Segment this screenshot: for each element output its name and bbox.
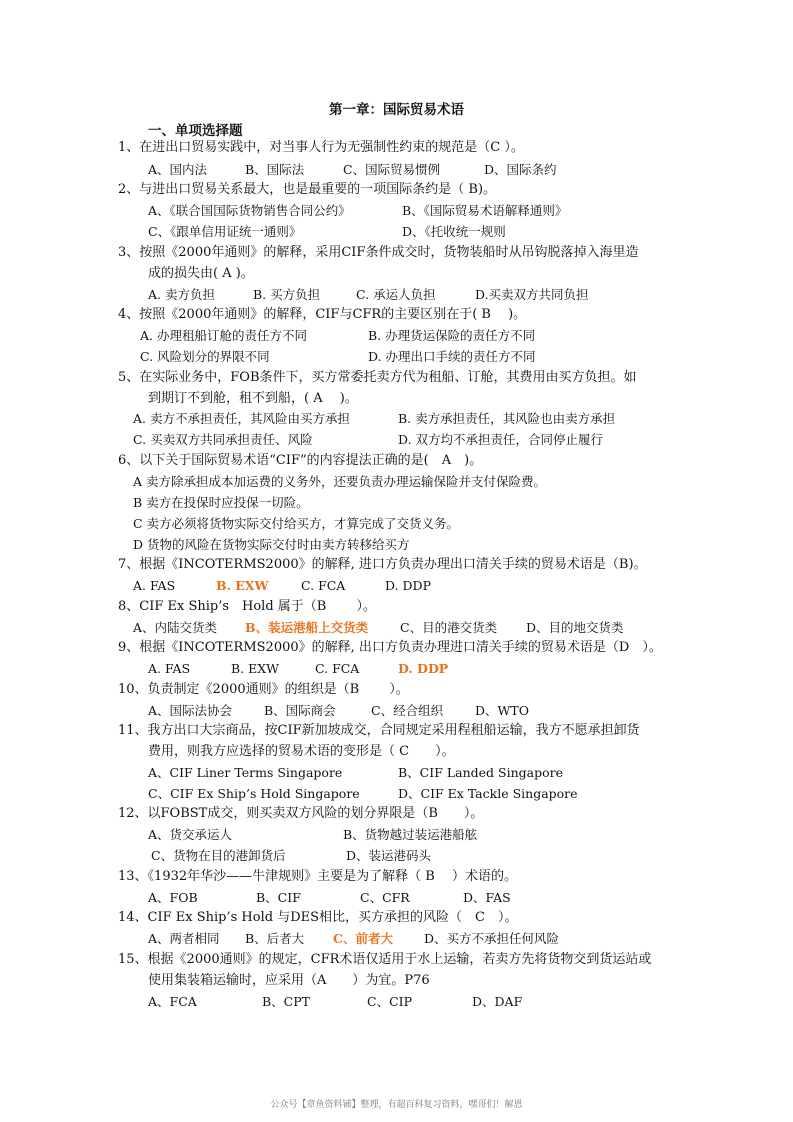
- q7-option-d: D. DDP: [385, 578, 431, 593]
- q4-option-c: C. 风险划分的界限不同: [140, 349, 270, 364]
- question-5: 5、在实际业务中，FOB条件下，买方常委托卖方代为租船、订舱，其费用由买方负担。如: [118, 370, 637, 385]
- q11-option-b: B、CIF Landed Singapore: [398, 765, 563, 780]
- question-1: 1、在进出口贸易实践中，对当事人行为无强制性约束的规范是（C ）。: [118, 140, 524, 155]
- question-15-cont: 使用集装箱运输时，应采用（A ）为宜。P76: [148, 973, 430, 988]
- q6-option-b: B 卖方在投保时应投保一切险。: [133, 495, 309, 510]
- question-10: 10、负责制定《2000通则》的组织是（B ）。: [118, 682, 409, 697]
- q15-option-b: B、CPT: [262, 994, 310, 1009]
- q13-option-a: A、FOB: [148, 890, 198, 905]
- q10-option-d: D、WTO: [475, 703, 529, 718]
- q4-option-a: A. 办理租船订舱的责任方不同: [140, 328, 307, 343]
- q5-option-b: B. 卖方承担责任，其风险也由卖方承担: [398, 411, 616, 426]
- q14-option-d: D、买方不承担任何风险: [424, 931, 560, 946]
- q10-option-b: B、国际商会: [264, 703, 336, 718]
- q13-option-c: C、CFR: [360, 890, 410, 905]
- q7-option-c: C. FCA: [301, 578, 346, 593]
- question-2: 2、与进出口贸易关系最大，也是最重要的一项国际条约是（ B)。: [118, 182, 497, 197]
- q3-option-b: B. 买方负担: [253, 287, 321, 302]
- q15-option-c: C、CIP: [367, 994, 412, 1009]
- q5-option-d: D. 双方均不承担责任，合同停止履行: [398, 432, 604, 447]
- q9-option-a: A. FAS: [148, 661, 191, 676]
- q3-option-c: C. 承运人负担: [356, 287, 436, 302]
- q15-option-d: D、DAF: [472, 994, 523, 1009]
- question-15: 15、根据《2000通则》的规定，CFR术语仅适用于水上运输，若卖方先将货物交到货运站或: [118, 952, 652, 967]
- question-8: 8、CIF Ex Ship’s Hold 属于（B ）。: [118, 599, 376, 614]
- question-4: 4、按照《2000年通则》的解释，CIF与CFR的主要区别在于( B )。: [118, 307, 527, 322]
- question-9: 9、根据《INCOTERMS2000》的解释, 出口方负责办理进口清关手续的贸易术语是（D ）。: [118, 640, 662, 655]
- q6-option-c: C 卖方必须将货物实际交付给买方，才算完成了交货义务。: [133, 516, 460, 531]
- q10-option-a: A、国际法协会: [148, 703, 233, 718]
- question-5-cont: 到期订不到舱，租不到船，( A )。: [148, 391, 358, 406]
- question-13: 13、《1932年华沙——牛津规则》主要是为了解释（ B ）术语的。: [118, 869, 517, 884]
- q15-option-a: A、FCA: [148, 994, 197, 1009]
- question-7: 7、根据《INCOTERMS2000》的解释, 进口方负责办理出口清关手续的贸易术语是（B)。: [118, 557, 647, 572]
- q9-option-c: C. FCA: [315, 661, 360, 676]
- q14-option-a: A、两者相同: [148, 931, 220, 946]
- question-3-cont: 成的损失由( A )。: [148, 266, 254, 281]
- q10-option-c: C、经合组织: [371, 703, 444, 718]
- q12-option-a: A、货交承运人: [148, 827, 233, 842]
- q2-option-c: C、《跟单信用证统一通则》: [148, 224, 302, 239]
- q1-option-a: A、国内法: [148, 162, 208, 177]
- q6-option-d: D 货物的风险在货物实际交付时由卖方转移给买方: [133, 537, 410, 552]
- footer-watermark: 公众号【章鱼资料铺】整理，有超百科复习资料，嘿哥们！解恩: [270, 1100, 523, 1110]
- q13-option-d: D、FAS: [463, 890, 511, 905]
- q4-option-b: B. 办理货运保险的责任方不同: [368, 328, 536, 343]
- question-11: 11、我方出口大宗商品，按CIF新加坡成交，合同规定采用程租船运输，我方不愿承担卸货: [118, 723, 640, 738]
- q8-option-c: C、目的港交货类: [400, 620, 498, 635]
- q5-option-c: C. 买卖双方共同承担责任、风险: [133, 432, 313, 447]
- q4-option-d: D. 办理出口手续的责任方不同: [368, 349, 536, 364]
- q7-option-a: A. FAS: [133, 578, 176, 593]
- q2-option-b: B、《国际贸易术语解释通则》: [402, 203, 568, 218]
- question-12: 12、以FOBST成交，则买卖双方风险的划分界限是（B ）。: [118, 806, 484, 821]
- q12-option-d: D、装运港码头: [346, 848, 432, 863]
- section-heading: 一、单项选择题: [148, 123, 243, 139]
- q1-option-c: C、国际贸易惯例: [343, 162, 441, 177]
- q2-option-a: A、《联合国国际货物销售合同公约》: [148, 203, 351, 218]
- q11-option-a: A、CIF Liner Terms Singapore: [148, 765, 343, 780]
- q12-option-b: B、货物越过装运港船舷: [343, 827, 478, 842]
- question-14: 14、CIF Ex Ship’s Hold 与DES相比，买方承担的风险（ C ）。: [118, 910, 518, 925]
- question-6: 6、以下关于国际贸易术语“CIF”的内容提法正确的是( A )。: [118, 453, 483, 468]
- q6-option-a: A 卖方除承担成本加运费的义务外，还要负责办理运输保险并支付保险费。: [133, 474, 547, 489]
- q3-option-d: D.买卖双方共同负担: [475, 287, 589, 302]
- q14-option-c: C、前者大: [333, 931, 393, 946]
- chapter-title: 第一章：国际贸易术语: [329, 102, 464, 118]
- q1-option-d: D、国际条约: [484, 162, 557, 177]
- q7-option-b: B. EXW: [216, 578, 269, 593]
- q13-option-b: B、CIF: [256, 890, 301, 905]
- q12-option-c: C、货物在目的港卸货后: [151, 848, 286, 863]
- q11-option-d: D、CIF Ex Tackle Singapore: [398, 786, 578, 801]
- q8-option-b: B、装运港船上交货类: [245, 620, 369, 635]
- q2-option-d: D、《托收统一规则: [402, 224, 506, 239]
- q5-option-a: A. 卖方不承担责任，其风险由买方承担: [133, 411, 350, 426]
- question-3: 3、按照《2000年通则》的解释，采用CIF条件成交时，货物装船时从吊钩脱落掉入海里造: [118, 245, 639, 260]
- q9-option-b: B. EXW: [231, 661, 280, 676]
- q1-option-b: B、国际法: [245, 162, 305, 177]
- q11-option-c: C、CIF Ex Ship’s Hold Singapore: [148, 786, 360, 801]
- q9-option-d: D. DDP: [398, 661, 449, 676]
- question-11-cont: 费用，则我方应选择的贸易术语的变形是（ C ）。: [148, 744, 455, 759]
- q8-option-d: D、目的地交货类: [526, 620, 624, 635]
- q8-option-a: A、内陆交货类: [133, 620, 218, 635]
- q3-option-a: A. 卖方负担: [148, 287, 215, 302]
- q14-option-b: B、后者大: [245, 931, 305, 946]
